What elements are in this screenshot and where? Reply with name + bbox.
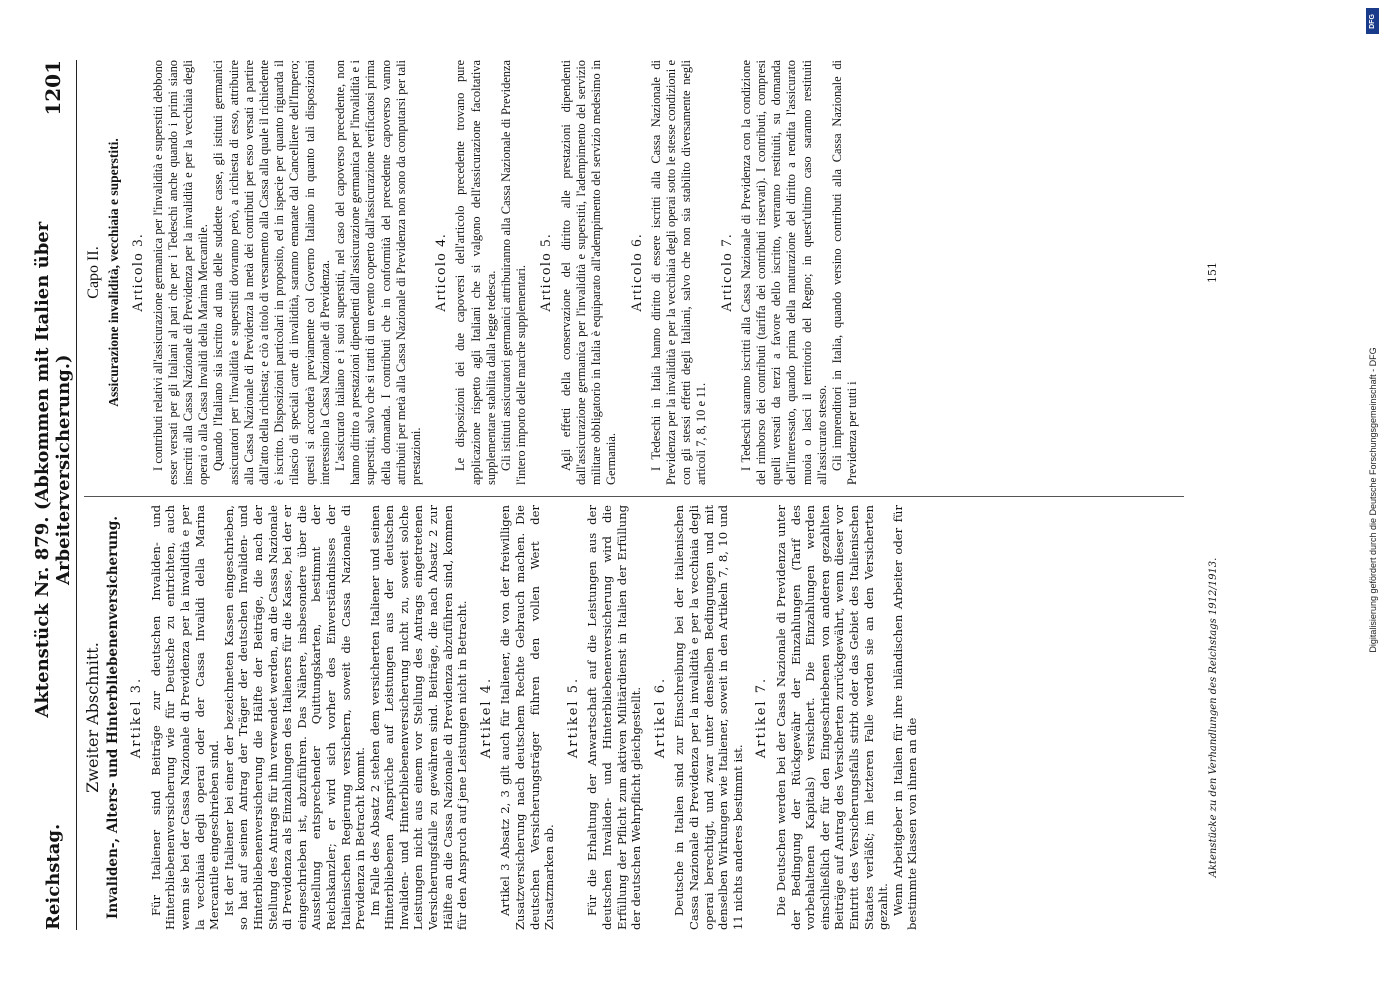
paragraph: Le disposizioni dei due capoversi dell'articolo precedente trovano pure applicazione rispetto agli Italiani che si valgono dell'assicurazione facoltativa supplementare stabilita dalla legge tedesca. — [453, 60, 498, 485]
section-subtitle: Invaliden-, Alters- und Hinterbliebenenversicherung. — [104, 516, 121, 919]
column-divider — [84, 496, 1184, 497]
article-heading: Articolo 5. — [538, 232, 555, 313]
paragraph: Für Italiener sind Beiträge zur deutschen Invaliden- und Hinterbliebenenversicherung wie für Deutsche zu entrichten, auch wenn sie bei der Cassa Nazionale di Previdenza per la invalidità e per la vecchiaia degli operai oder der Cassa Invalidi della Marina Mercantile eingeschrieben sind. — [148, 505, 222, 930]
article-heading: Artikel 3. — [129, 676, 145, 759]
section-subtitle: Assicurazione invalidità, vecchiaia e superstiti. — [106, 138, 122, 407]
section-title: Zweiter Abschnitt. — [83, 642, 102, 793]
paragraph: Gli istituti assicuratori germanici attribuiranno alla Cassa Nazionale di Previdenza l'intero importo delle marche supplementari. — [499, 60, 529, 485]
paragraph: Für die Erhaltung der Anwartschaft auf die Leistungen aus der deutschen Invaliden- und Hinterbliebenenversicherung wird die Erfüllung der Pflicht zum aktiven Militärdienst in Italien der Erfüllung der deutschen Wehrpflicht gleichgestellt. — [585, 505, 644, 930]
article-heading: Artikel 4. — [478, 676, 494, 759]
digitization-credit — [1366, 8, 1380, 992]
paragraph: Deutsche in Italien sind zur Einschreibung bei der italienischen Cassa Nazionale di Previdenza per la invalidità e per la vecchiaia degli operai berechtigt, und zwar unter denselben Bedingungen und mit denselben Wirkungen wie Italiener, soweit in den Artikeln 7, 8, 10 und 11 nichts anderes bestimmt ist. — [672, 505, 745, 930]
article-heading: Artikel 6. — [652, 676, 668, 759]
section-title: Capo II. — [85, 246, 102, 299]
paragraph: Ist der Italiener bei einer der bezeichneten Kassen eingeschrieben, so hat auf seinen Antrag der Träger der deutschen Invaliden- und Hinterbliebenenversicherung die Hälfte der Beiträge, die nach der Stellung des Antrags für ihn verwendet werden, an die Cassa Nazionale di Previdenza als Einzahlungen des Italieners für die Kasse, bei der er eingeschrieben ist, abzuführen. Das Nähere, insbesondere über die Ausstellung entsprechender Quittungskarten, bestimmt der Reichskanzler; er wird sich vorher des Einverständnisses der Italienischen Regierung versichern, soweit die Cassa Nazionale di Previdenza in Betracht kommt. — [221, 505, 368, 930]
page-number: 1201 — [41, 60, 65, 116]
paragraph: Gli imprenditori in Italia, quando versino contributi alla Cassa Nazionale di Previdenza per tutti i — [829, 60, 860, 485]
article-heading: Articolo 6. — [628, 232, 645, 313]
paragraph: Wenn Arbeitgeber in Italien für ihre inländischen Arbeiter oder für bestimmte Klassen von ihnen an die — [890, 505, 920, 930]
header-title: Aktenstück Nr. 879. (Abkommen mit Italien über Arbeiterversicherung.) — [32, 221, 74, 718]
page-header — [30, 60, 77, 930]
article-heading: Articolo 7. — [718, 232, 735, 313]
paragraph: Agli effetti della conservazione del diritto alle prestazioni dipendenti dall'assicurazione germanica per l'invalidità e superstiti, l'adempimento del servizio militare obbligatorio in Italia è equiparato all'adempimento del servizio medesimo in Germania. — [558, 60, 619, 485]
article-heading: Artikel 7. — [754, 676, 770, 759]
paragraph: Im Falle des Absatz 2 stehen dem versicherten Italiener und seinen Hinterbliebenen Ansprüche auf Leistungen aus der deutschen Invaliden- und Hinterbliebenenversicherung nicht zu, soweit solche Leistungen nicht aus einem vor Stellung des Antrags eingetretenen Versicherungsfalle zu gewähren sind. Beiträge, die nach Absatz 2 zur Hälfte an die Cassa Nazionale di Previdenza abzuführen sind, kommen für den Anspruch auf jene Leistungen nicht in Betracht. — [367, 505, 470, 930]
article-heading: Articolo 4. — [433, 232, 450, 313]
paragraph: I Tedeschi in Italia hanno diritto di essere iscritti alla Cassa Nazionale di Previdenza per la invalidità e per la vecchiaia degli operai sotto le stesse condizioni e con gli stessi effetti degli Italiani, salvo che non sia stabilito diversamente negli articoli 7, 8, 10 e 11. — [648, 60, 709, 485]
paragraph: I contributi relativi all'assicurazione germanica per l'invalidità e superstiti debbono esser versati per gli Italiani al pari che per i Tedeschi anche quando i primi siano inscritti alla Cassa Nazionale di Previdenza per la invalidità e per la vecchiaia degli operai o alla Cassa Invalidi della Marina Mercantile. — [150, 60, 211, 485]
paragraph: Die Deutschen werden bei der Cassa Nazionale di Previdenza unter der Bedingung der Rückgewähr der Einzahlungen (Tarif des vorbehaltenen Kapitals) versichert. Die Einzahlungen werden einschließlich der für den Eingeschriebenen von anderen gezahlten Beiträge auf Antrag des Versicherten zurückgewährt, wenn dieser vor Eintritt des Versicherungsfalls stirbt oder das Gebiet des Italienischen Staates verläßt; im letzteren Falle werden sie an den Versicherten gezahlt. — [773, 505, 891, 930]
article-heading: Articolo 3. — [130, 232, 147, 313]
credit-text: Digitalisierung gefördert durch die Deutsche Forschungsgemeinschaft - DFG — [1368, 347, 1378, 653]
paragraph: I Tedeschi saranno iscritti alla Cassa Nazionale di Previdenza con la condizione del rimborso dei contributi (tariffa dei contributi riservati). I contributi, compresi quelli versati da terzi a favore dello iscritto, verranno restituiti, su domanda dell'interessato, quando prima della maturazione del diritto a rendita l'assicurato muoia o lasci il territorio del Regno; in quest'ultimo caso saranno restituiti all'assicurato stesso. — [738, 60, 829, 485]
article-heading: Artikel 5. — [565, 676, 581, 759]
footer-source: Aktenstücke zu den Verhandlungen des Reichstags 1912/1913. — [1208, 557, 1219, 878]
dfg-logo-text: DFG — [1369, 13, 1376, 29]
german-column — [84, 505, 920, 930]
header-left: Reichstag. — [42, 823, 64, 930]
paragraph: L'assicurato italiano e i suoi superstiti, nel caso del capoverso precedente, non hanno diritto a prestazioni dipendenti dall'assicurazione germanica per l'invalidità e i superstiti, salvo che si tratti di un evento coperto dall'assicurazione verificatosi prima della domanda. I contributi che in conformità del precedente capoverso vanno attribuiti per metà alla Cassa Nazionale di Previdenza non sono da computarsi per tali prestazioni. — [333, 60, 424, 485]
footer-signature-number: 151 — [1206, 262, 1219, 283]
paragraph: Artikel 3 Absatz 2, 3 gilt auch für Italiener, die von der freiwilligen Zusatzversicherung nach deutschem Rechte Gebrauch machen. Die deutschen Versicherungsträger führen den vollen Wert der Zusatzmarken ab. — [498, 505, 557, 930]
paragraph: Quando l'Italiano sia iscritto ad una delle suddette casse, gli istituti germanici assicuratori per l'invalidità e superstiti dovranno però, a richiesta di esso, attribuire alla Cassa Nazionale di Previdenza la metà dei contributi per esso versati a partire dall'atto della richiesta; e ciò a titolo di versamento alla Cassa alla quale il richiedente è iscritto. Disposizioni particolari in proposito, ed in ispecie per quanto riguarda il rilascio di speciali carte di invalidità, saranno emanate dal Cancelliere dell'Impero; questi si accorderà previamente col Governo Italiano in quanto tali disposizioni interessino la Cassa Nazionale di Previdenza. — [211, 60, 332, 485]
dfg-logo — [1366, 8, 1379, 34]
italian-column — [84, 60, 860, 485]
